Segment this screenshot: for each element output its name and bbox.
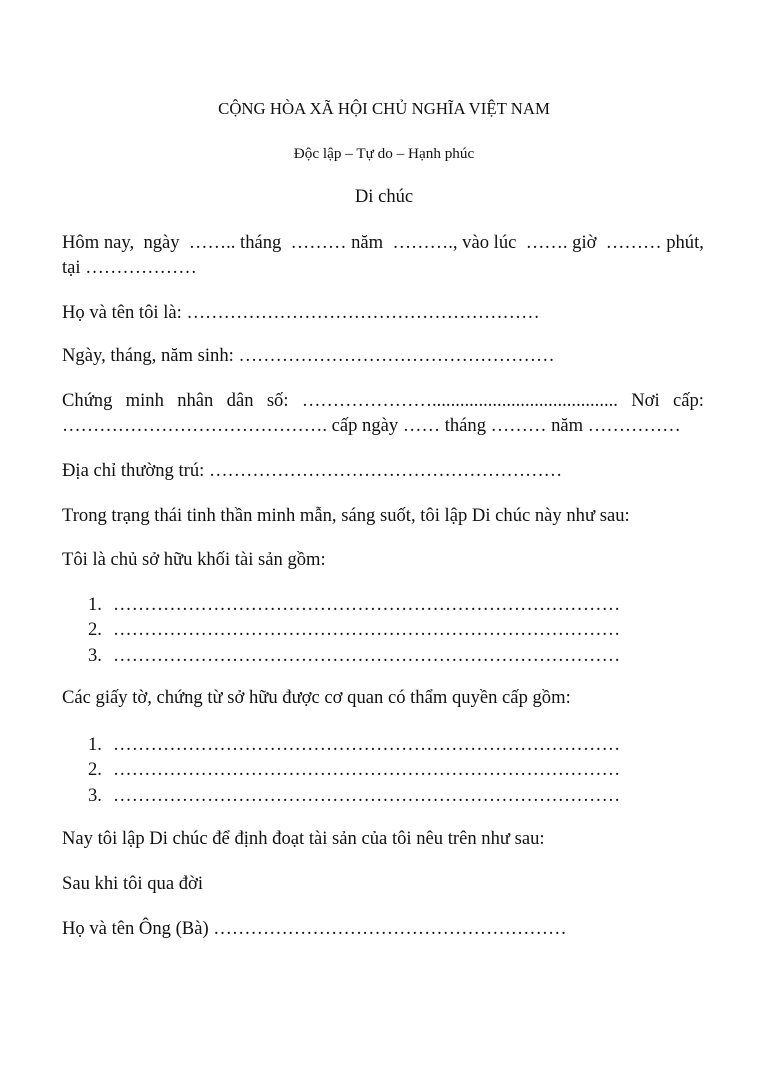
birth-date-field: Ngày, tháng, năm sinh: …………………………………………… [62,345,555,366]
id-part: số: [266,390,289,411]
list-number: 3. [88,645,102,666]
list-value: ……………………………………………………………………… [113,645,621,666]
disposition-statement: Nay tôi lập Di chúc để định đoạt tài sản của tôi nêu trên như sau: [62,828,545,849]
id-part: …………………........................................ [301,390,618,411]
list-number: 1. [88,734,102,755]
opening-part: Hôm nay, [62,232,135,253]
national-motto: Độc lập – Tự do – Hạnh phúc [293,145,475,162]
list-number: 2. [88,619,102,640]
assets-intro: Tôi là chủ sở hữu khối tài sản gồm: [62,549,326,570]
address-field: Địa chỉ thường trú: ………………………………………………… [62,460,563,481]
after-death-statement: Sau khi tôi qua đời [62,873,204,894]
id-part: minh [125,390,164,411]
id-part: Nơi [631,390,660,411]
documents-intro: Các giấy tờ, chứng từ sở hữu được cơ quan có thẩm quyền cấp gồm: [62,687,571,708]
list-value: ……………………………………………………………………… [113,734,621,755]
list-number: 1. [88,594,102,615]
opening-line-2: tại ……………… [62,257,197,278]
declaration-statement: Trong trạng thái tinh thần minh mẫn, sáng suốt, tôi lập Di chúc này như sau: [62,505,630,526]
id-part: dân [226,390,254,411]
full-name-field: Họ và tên tôi là: ………………………………………………… [62,302,540,323]
list-value: ……………………………………………………………………… [113,594,621,615]
beneficiary-name-field: Họ và tên Ông (Bà) ………………………………………………… [62,918,567,939]
list-number: 2. [88,759,102,780]
document-title: Di chúc [354,186,414,207]
list-number: 3. [88,785,102,806]
opening-part: ……… năm [290,232,384,253]
id-card-line-1 [62,390,704,412]
list-value: ……………………………………………………………………… [113,759,621,780]
opening-part: ……… phút, [605,232,704,253]
opening-part: …….. tháng [188,232,282,253]
opening-part: ngày [143,232,180,253]
list-value: ……………………………………………………………………… [113,619,621,640]
id-card-line-2: ……………………………………. cấp ngày …… tháng ……… năm …………… [62,415,681,436]
id-part: Chứng [62,390,113,411]
id-part: nhân [177,390,214,411]
national-title: CỘNG HÒA XÃ HỘI CHỦ NGHĨA VIỆT NAM [218,99,550,118]
id-part: cấp: [672,390,704,411]
list-value: ……………………………………………………………………… [113,785,621,806]
opening-part: ……. giờ [525,232,597,253]
opening-part: ………., vào lúc [392,232,517,253]
opening-line-1 [62,232,704,254]
